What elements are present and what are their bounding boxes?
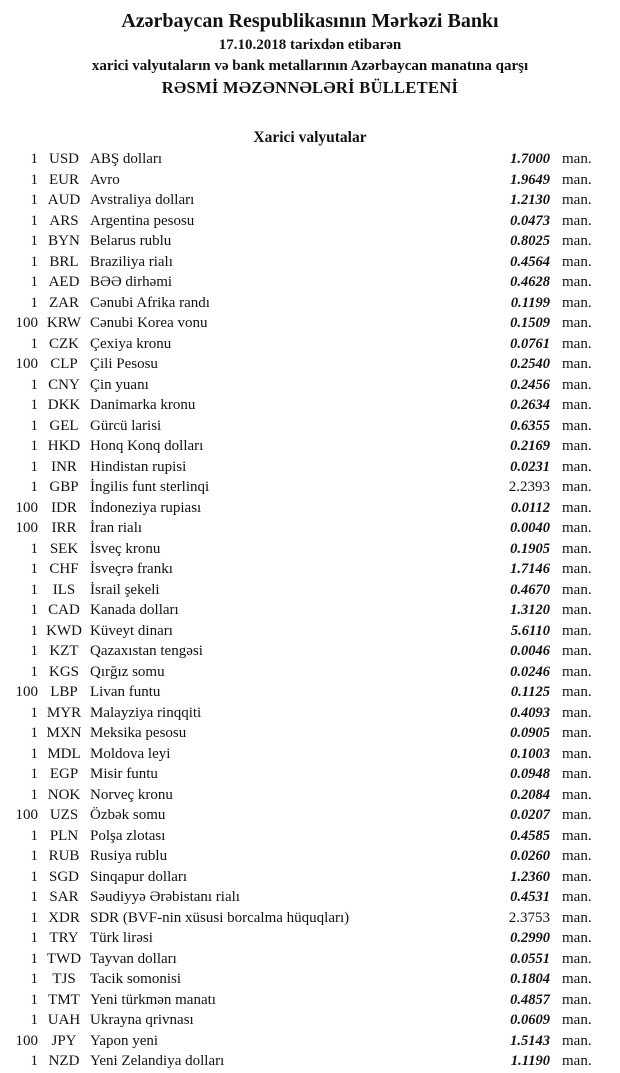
- rate-value: 0.2169: [510, 438, 550, 454]
- unit-label: man.: [562, 1032, 592, 1049]
- currency-name: İsveçrə frankı: [90, 561, 173, 577]
- rate-row: [0, 723, 620, 744]
- currency-code: IDR: [51, 499, 77, 516]
- currency-name: Küveyt dinarı: [90, 622, 173, 639]
- rate-value: 5.6110: [510, 622, 550, 639]
- unit-label: man.: [562, 704, 592, 721]
- currency-code: MDL: [47, 745, 81, 762]
- rate-value: 1.7000: [510, 151, 550, 167]
- rate-row: [0, 354, 620, 375]
- unit-label: man.: [562, 909, 592, 926]
- unit-label: man.: [562, 868, 592, 885]
- currency-name: İsrail şekeli: [90, 581, 160, 598]
- currency-name: Hindistan rupisi: [90, 458, 187, 475]
- rate-value: 1.7146: [510, 561, 550, 577]
- quantity: 100: [15, 807, 38, 823]
- currency-code: MYR: [46, 704, 82, 721]
- currency-name: Kanada dolları: [90, 602, 179, 618]
- rate-value: 0.6355: [510, 417, 550, 434]
- currency-name: Argentina pesosu: [90, 212, 195, 229]
- unit-label: man.: [562, 725, 592, 741]
- unit-label: man.: [562, 827, 592, 844]
- bulletin-name: RƏSMİ MƏZƏNNƏLƏRİ BÜLLETENİ: [161, 78, 459, 97]
- currency-code: KWD: [46, 622, 82, 639]
- rate-row: [0, 621, 620, 642]
- currency-code: INR: [51, 458, 77, 475]
- rate-row: [0, 826, 620, 847]
- currency-code: SGD: [48, 868, 79, 885]
- currency-name: Yeni Zelandiya dolları: [90, 1053, 225, 1069]
- rate-value: 0.0040: [510, 520, 550, 536]
- currency-code: JPY: [51, 1032, 77, 1049]
- unit-label: man.: [562, 540, 592, 557]
- unit-label: man.: [562, 930, 592, 946]
- rate-value: 0.0046: [510, 643, 550, 659]
- rate-value: 0.2456: [510, 376, 550, 393]
- quantity: 1: [30, 663, 38, 680]
- rate-value: 0.0948: [510, 766, 550, 782]
- quantity: 1: [30, 1053, 38, 1069]
- currency-code: UZS: [49, 807, 79, 823]
- rate-value: 1.2360: [510, 868, 550, 885]
- unit-label: man.: [562, 212, 592, 229]
- currency-code: CLP: [50, 356, 78, 372]
- rate-row: [0, 785, 620, 806]
- rate-row: [0, 990, 620, 1011]
- unit-label: man.: [562, 971, 592, 987]
- rate-row: [0, 149, 620, 170]
- currency-code: KZT: [49, 643, 79, 659]
- currency-code: ILS: [52, 581, 76, 598]
- unit-label: man.: [562, 253, 592, 270]
- rate-value: 1.1190: [510, 1053, 550, 1069]
- unit-label: man.: [562, 397, 592, 413]
- currency-code: LBP: [50, 684, 78, 700]
- currency-code: BRL: [49, 253, 79, 270]
- currency-code: SEK: [49, 540, 79, 557]
- rate-row: [0, 395, 620, 416]
- unit-label: man.: [562, 581, 592, 598]
- quantity: 1: [30, 479, 38, 495]
- currency-name: İsveç kronu: [90, 540, 161, 557]
- rate-value: 0.0609: [510, 1012, 550, 1028]
- unit-label: man.: [562, 848, 592, 864]
- currency-name: ABŞ dolları: [90, 151, 163, 167]
- currency-name: Sinqapur dolları: [90, 868, 188, 885]
- unit-label: man.: [562, 151, 592, 167]
- currency-name: İran rialı: [90, 520, 143, 536]
- rate-value: 0.0231: [510, 458, 550, 475]
- currency-code: UAH: [47, 1012, 81, 1028]
- rate-row: [0, 641, 620, 662]
- rate-value: 0.1003: [510, 745, 550, 762]
- rate-row: [0, 559, 620, 580]
- currency-name: Cənubi Korea vonu: [90, 315, 208, 331]
- rate-row: [0, 1051, 620, 1072]
- effective-date-line: 17.10.2018 tarixdən etibarən: [218, 37, 402, 53]
- unit-label: man.: [562, 438, 592, 454]
- quantity: 1: [30, 622, 38, 639]
- quantity: 1: [30, 233, 38, 249]
- quantity: 1: [30, 889, 38, 905]
- unit-label: man.: [562, 233, 592, 249]
- rate-value: 1.5143: [510, 1032, 550, 1049]
- quantity: 1: [30, 294, 38, 311]
- quantity: 1: [30, 274, 38, 290]
- currency-code: BYN: [48, 233, 80, 249]
- quantity: 1: [30, 704, 38, 721]
- currency-name: Çili Pesosu: [90, 356, 158, 372]
- currency-code: IRR: [51, 520, 77, 536]
- currency-code: CZK: [49, 335, 79, 352]
- rate-value: 0.0246: [510, 663, 550, 680]
- currency-code: NZD: [48, 1053, 80, 1069]
- currency-code: SAR: [49, 889, 79, 905]
- unit-label: man.: [562, 807, 592, 823]
- currency-name: Çin yuanı: [90, 376, 149, 393]
- rate-row: [0, 703, 620, 724]
- quantity: 1: [30, 581, 38, 598]
- currency-name: Rusiya rublu: [90, 848, 168, 864]
- rate-value: 0.0473: [510, 212, 550, 229]
- currency-name: Polşa zlotası: [90, 827, 166, 844]
- rate-value: 0.0207: [510, 807, 550, 823]
- quantity: 1: [30, 376, 38, 393]
- quantity: 1: [30, 438, 38, 454]
- currency-code: RUB: [48, 848, 80, 864]
- currency-name: Avstraliya dolları: [90, 192, 195, 208]
- rate-row: [0, 539, 620, 560]
- quantity: 1: [30, 725, 38, 741]
- rate-value: 0.4531: [510, 889, 550, 905]
- rate-value: 0.1905: [510, 540, 550, 557]
- currency-name: Ukrayna qrivnası: [90, 1012, 194, 1028]
- quantity: 1: [30, 868, 38, 885]
- currency-code: GEL: [49, 417, 79, 434]
- currency-code: USD: [48, 151, 79, 167]
- rate-row: [0, 252, 620, 273]
- unit-label: man.: [562, 766, 592, 782]
- currency-name: Moldova leyi: [90, 745, 171, 762]
- quantity: 100: [15, 684, 38, 700]
- quantity: 1: [30, 766, 38, 782]
- currency-code: EUR: [49, 171, 79, 188]
- currency-code: XDR: [48, 909, 80, 926]
- rate-value: 0.2540: [510, 356, 550, 372]
- currency-code: TJS: [52, 971, 76, 987]
- rate-row: [0, 1031, 620, 1052]
- quantity: 100: [15, 315, 38, 331]
- rate-value: 0.1125: [510, 684, 550, 700]
- currency-code: TRY: [49, 930, 79, 946]
- quantity: 1: [30, 253, 38, 270]
- quantity: 1: [30, 971, 38, 987]
- currency-name: Malayziya rinqqiti: [90, 704, 202, 721]
- unit-label: man.: [562, 1012, 592, 1028]
- currency-name: Danimarka kronu: [90, 397, 196, 413]
- rate-row: [0, 293, 620, 314]
- quantity: 1: [30, 151, 38, 167]
- unit-label: man.: [562, 745, 592, 762]
- currency-code: CNY: [48, 376, 80, 393]
- section-title-foreign-currencies: Xarici valyutalar: [253, 129, 367, 146]
- quantity: 1: [30, 827, 38, 844]
- bulletin-subtitle: xarici valyutaların və bank metallarının Azərbaycan manatına qarşı: [91, 58, 529, 74]
- currency-name: Yeni türkmən manatı: [90, 991, 216, 1008]
- unit-label: man.: [562, 294, 592, 311]
- quantity: 100: [15, 499, 38, 516]
- unit-label: man.: [562, 479, 592, 495]
- unit-label: man.: [562, 458, 592, 475]
- currency-code: ZAR: [49, 294, 79, 311]
- unit-label: man.: [562, 376, 592, 393]
- currency-name: Qazaxıstan tengəsi: [90, 643, 203, 659]
- bank-title: Azərbaycan Respublikasının Mərkəzi Bankı: [121, 10, 499, 32]
- rate-value: 0.0905: [510, 725, 550, 741]
- unit-label: man.: [562, 684, 592, 700]
- quantity: 1: [30, 417, 38, 434]
- currency-name: Norveç kronu: [90, 786, 173, 803]
- rate-value: 2.2393: [508, 479, 550, 495]
- rate-value: 0.4585: [510, 827, 550, 844]
- currency-name: Tacik somonisi: [90, 971, 182, 987]
- quantity: 1: [30, 1012, 38, 1028]
- quantity: 1: [30, 540, 38, 557]
- currency-code: NOK: [47, 786, 81, 803]
- rate-row: [0, 928, 620, 949]
- rate-value: 0.4857: [510, 991, 550, 1008]
- quantity: 100: [15, 520, 38, 536]
- currency-name: Tayvan dolları: [90, 950, 177, 967]
- rate-row: [0, 231, 620, 252]
- rate-row: [0, 949, 620, 970]
- quantity: 1: [30, 192, 38, 208]
- quantity: 1: [30, 745, 38, 762]
- currency-code: CAD: [48, 602, 80, 618]
- rate-value: 0.0551: [510, 950, 550, 967]
- currency-name: Qırğız somu: [90, 663, 165, 680]
- rate-row: [0, 600, 620, 621]
- unit-label: man.: [562, 663, 592, 680]
- rate-value: 0.2634: [510, 397, 550, 413]
- currency-code: HKD: [47, 438, 81, 454]
- rate-value: 0.1509: [510, 315, 550, 331]
- quantity: 1: [30, 458, 38, 475]
- currency-name: Misir funtu: [90, 766, 158, 782]
- unit-label: man.: [562, 192, 592, 208]
- rate-row: [0, 170, 620, 191]
- rate-value: 0.2084: [510, 786, 550, 803]
- currency-code: KRW: [46, 315, 82, 331]
- currency-name: İngilis funt sterlinqi: [90, 479, 210, 495]
- currency-code: AED: [48, 274, 80, 290]
- unit-label: man.: [562, 171, 592, 188]
- unit-label: man.: [562, 786, 592, 803]
- rate-value: 1.2130: [510, 192, 550, 208]
- rate-value: 0.8025: [510, 233, 550, 249]
- quantity: 1: [30, 909, 38, 926]
- bulletin-header: [0, 0, 620, 99]
- currency-code: TWD: [46, 950, 82, 967]
- rate-value: 0.0260: [510, 848, 550, 864]
- rate-row: [0, 498, 620, 519]
- rate-row: [0, 457, 620, 478]
- currency-name: Cənubi Afrika randı: [90, 294, 210, 311]
- quantity: 100: [15, 1032, 38, 1049]
- unit-label: man.: [562, 356, 592, 372]
- currency-name: Gürcü larisi: [90, 417, 162, 434]
- currency-name: Avro: [90, 171, 120, 188]
- rate-row: [0, 846, 620, 867]
- quantity: 1: [30, 848, 38, 864]
- currency-name: Braziliya rialı: [90, 253, 173, 270]
- quantity: 1: [30, 561, 38, 577]
- currency-name: Honq Konq dolları: [90, 438, 204, 454]
- rate-row: [0, 477, 620, 498]
- rate-row: [0, 375, 620, 396]
- currency-code: GBP: [49, 479, 79, 495]
- currency-name: Meksika pesosu: [90, 725, 187, 741]
- rate-row: [0, 580, 620, 601]
- rate-row: [0, 682, 620, 703]
- currency-name: Türk lirəsi: [90, 930, 153, 946]
- currency-code: ARS: [49, 212, 79, 229]
- unit-label: man.: [562, 950, 592, 967]
- rate-row: [0, 436, 620, 457]
- rate-row: [0, 518, 620, 539]
- currency-name: BƏƏ dirhəmi: [90, 274, 173, 290]
- rate-value: 0.0761: [510, 335, 550, 352]
- currency-name: Səudiyyə Ərəbistanı rialı: [90, 889, 240, 905]
- quantity: 1: [30, 786, 38, 803]
- rate-value: 2.3753: [508, 909, 550, 926]
- rate-row: [0, 272, 620, 293]
- rate-value: 0.4093: [510, 704, 550, 721]
- rate-row: [0, 416, 620, 437]
- currency-code: CHF: [49, 561, 79, 577]
- rate-row: [0, 744, 620, 765]
- unit-label: man.: [562, 643, 592, 659]
- unit-label: man.: [562, 417, 592, 434]
- unit-label: man.: [562, 499, 592, 516]
- rate-value: 1.9649: [510, 171, 550, 188]
- rate-value: 0.1199: [510, 294, 550, 311]
- unit-label: man.: [562, 889, 592, 905]
- rate-row: [0, 313, 620, 334]
- currency-name: Özbək somu: [90, 807, 166, 823]
- rate-row: [0, 908, 620, 929]
- unit-label: man.: [562, 561, 592, 577]
- quantity: 1: [30, 397, 38, 413]
- currency-name: Livan funtu: [90, 684, 161, 700]
- rate-value: 0.4628: [510, 274, 550, 290]
- unit-label: man.: [562, 622, 592, 639]
- quantity: 1: [30, 643, 38, 659]
- currency-name: Yapon yeni: [90, 1032, 159, 1049]
- quantity: 1: [30, 930, 38, 946]
- currency-name: SDR (BVF-nin xüsusi borcalma hüquqları): [90, 909, 350, 926]
- rate-row: [0, 211, 620, 232]
- unit-label: man.: [562, 335, 592, 352]
- quantity: 1: [30, 335, 38, 352]
- quantity: 1: [30, 950, 38, 967]
- unit-label: man.: [562, 1053, 592, 1069]
- unit-label: man.: [562, 991, 592, 1008]
- rate-value: 0.1804: [510, 971, 550, 987]
- currency-code: MXN: [46, 725, 82, 741]
- currency-code: KGS: [48, 663, 79, 680]
- rate-value: 0.2990: [510, 930, 550, 946]
- rate-row: [0, 190, 620, 211]
- currency-code: AUD: [47, 192, 81, 208]
- quantity: 1: [30, 991, 38, 1008]
- rate-row: [0, 969, 620, 990]
- currency-name: Belarus rublu: [90, 233, 172, 249]
- unit-label: man.: [562, 602, 592, 618]
- quantity: 1: [30, 602, 38, 618]
- quantity: 1: [30, 212, 38, 229]
- rate-row: [0, 662, 620, 683]
- quantity: 100: [15, 356, 38, 372]
- unit-label: man.: [562, 315, 592, 331]
- currency-code: TMT: [48, 991, 80, 1008]
- unit-label: man.: [562, 274, 592, 290]
- rate-value: 1.3120: [510, 602, 550, 618]
- unit-label: man.: [562, 520, 592, 536]
- rate-row: [0, 1010, 620, 1031]
- rate-row: [0, 805, 620, 826]
- rate-value: 0.4564: [510, 253, 550, 270]
- rate-row: [0, 334, 620, 355]
- currency-name: İndoneziya rupiası: [90, 499, 202, 516]
- currency-name: Çexiya kronu: [90, 335, 172, 352]
- rate-value: 0.0112: [510, 499, 550, 516]
- rates-table: [0, 149, 620, 1072]
- quantity: 1: [30, 171, 38, 188]
- currency-code: PLN: [49, 827, 79, 844]
- currency-code: DKK: [47, 397, 81, 413]
- rate-value: 0.4670: [510, 581, 550, 598]
- rate-row: [0, 764, 620, 785]
- rate-row: [0, 887, 620, 908]
- currency-code: EGP: [49, 766, 79, 782]
- rate-row: [0, 867, 620, 888]
